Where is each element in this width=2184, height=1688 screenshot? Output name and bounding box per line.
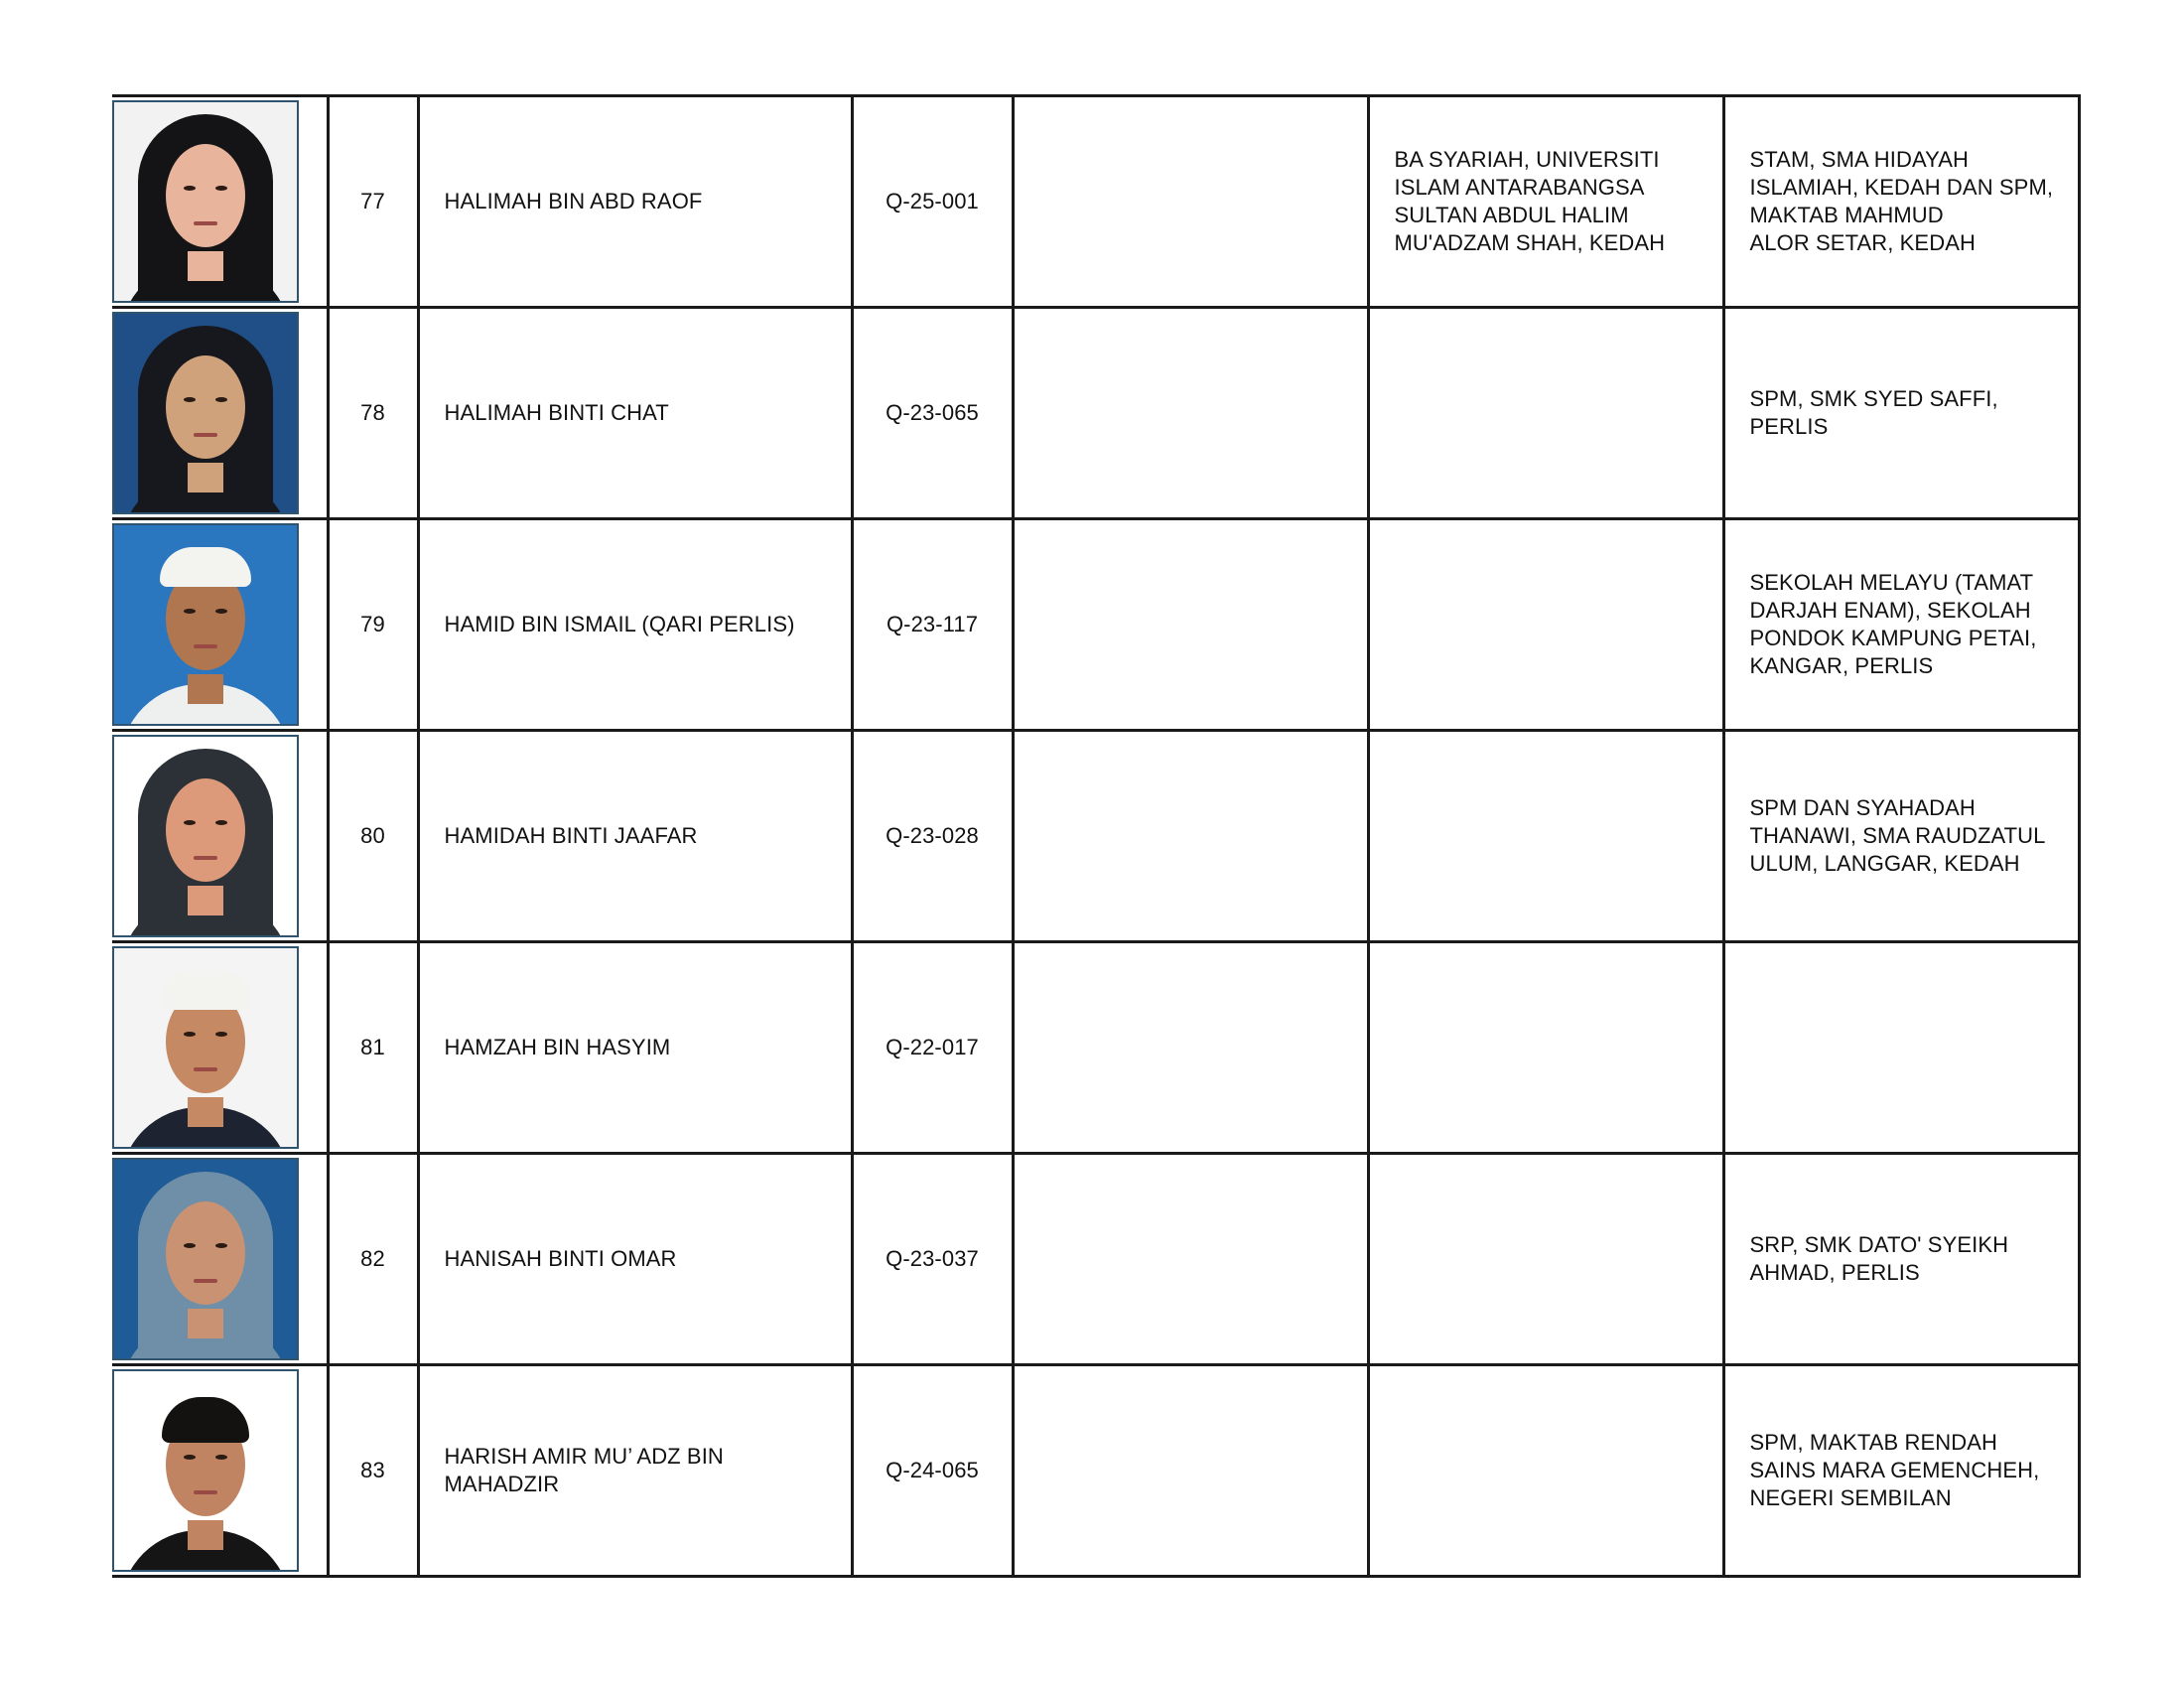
row-number-cell <box>328 96 418 308</box>
name-cell <box>418 731 852 942</box>
photo-neck <box>188 1097 223 1127</box>
name-cell <box>418 1365 852 1577</box>
row-number: 79 <box>360 612 385 636</box>
table-row <box>112 1365 2079 1577</box>
portrait-photo <box>112 100 299 303</box>
row-number-cell <box>328 1365 418 1577</box>
blank-column-cell <box>1013 1365 1368 1577</box>
id-cell <box>852 942 1013 1154</box>
row-number-cell <box>328 1154 418 1365</box>
photo-eye <box>184 1243 196 1248</box>
photo-skullcap <box>160 547 251 587</box>
photo-eye <box>184 1032 196 1037</box>
blank-column-cell <box>1013 1154 1368 1365</box>
person-name: HAMID BIN ISMAIL (QARI PERLIS) <box>444 612 795 636</box>
school-cell <box>1723 519 2079 731</box>
degree-cell <box>1368 96 1723 308</box>
name-cell <box>418 1154 852 1365</box>
table-row <box>112 96 2079 308</box>
table-row <box>112 519 2079 731</box>
photo-mouth <box>194 856 217 860</box>
degree-text: BA SYARIAH, UNIVERSITI ISLAM ANTARABANGSA SULTAN ABDUL HALIM MU'ADZAM SHAH, KEDAH <box>1394 147 1666 255</box>
photo-cell <box>112 519 328 731</box>
id-cell <box>852 1365 1013 1577</box>
photo-mouth <box>194 221 217 225</box>
photo-skullcap <box>160 970 251 1010</box>
photo-cell <box>112 96 328 308</box>
person-name: HAMZAH BIN HASYIM <box>444 1035 671 1059</box>
name-cell <box>418 96 852 308</box>
portrait-photo <box>112 1158 299 1360</box>
portrait-photo <box>112 1369 299 1572</box>
registration-id: Q-24-065 <box>886 1458 979 1482</box>
photo-mouth <box>194 644 217 648</box>
photo-eye <box>215 186 227 191</box>
photo-cell <box>112 1365 328 1577</box>
row-number: 78 <box>360 400 385 425</box>
school-cell <box>1723 942 2079 1154</box>
photo-neck <box>188 1309 223 1338</box>
person-name: HAMIDAH BINTI JAAFAR <box>444 823 698 848</box>
id-cell <box>852 731 1013 942</box>
name-cell <box>418 942 852 1154</box>
school-cell <box>1723 731 2079 942</box>
row-number-cell <box>328 308 418 519</box>
person-name: HARISH AMIR MU’ ADZ BIN MAHADZIR <box>444 1444 724 1496</box>
table-row <box>112 308 2079 519</box>
photo-eye <box>184 397 196 402</box>
school-text: SEKOLAH MELAYU (TAMAT DARJAH ENAM), SEKOLAH PONDOK KAMPUNG PETAI, KANGAR, PERLIS <box>1749 570 2037 678</box>
photo-cell <box>112 731 328 942</box>
row-number-cell <box>328 942 418 1154</box>
degree-cell <box>1368 1154 1723 1365</box>
school-text: SRP, SMK DATO' SYEIKH AHMAD, PERLIS <box>1749 1232 2009 1285</box>
name-cell <box>418 308 852 519</box>
row-number: 83 <box>360 1458 385 1482</box>
school-text: SPM, MAKTAB RENDAH SAINS MARA GEMENCHEH, NEGERI SEMBILAN <box>1749 1430 2040 1510</box>
photo-neck <box>188 251 223 281</box>
photo-eye <box>184 820 196 825</box>
photo-eye <box>215 820 227 825</box>
registration-id: Q-23-028 <box>886 823 979 848</box>
id-cell <box>852 1154 1013 1365</box>
person-name: HANISAH BINTI OMAR <box>444 1246 677 1271</box>
registration-id: Q-23-117 <box>886 612 979 636</box>
photo-mouth <box>194 433 217 437</box>
school-cell <box>1723 96 2079 308</box>
row-number: 80 <box>360 823 385 848</box>
photo-neck <box>188 1520 223 1550</box>
photo-eye <box>184 186 196 191</box>
registry-table <box>112 94 2081 1578</box>
photo-mouth <box>194 1490 217 1494</box>
photo-neck <box>188 886 223 915</box>
row-number: 77 <box>360 189 385 213</box>
name-cell <box>418 519 852 731</box>
row-number: 82 <box>360 1246 385 1271</box>
photo-neck <box>188 463 223 492</box>
photo-cell <box>112 1154 328 1365</box>
school-text: SPM, SMK SYED SAFFI, PERLIS <box>1749 386 1998 439</box>
id-cell <box>852 519 1013 731</box>
table-body <box>112 96 2079 1577</box>
photo-neck <box>188 674 223 704</box>
photo-mouth <box>194 1279 217 1283</box>
photo-face <box>166 1201 245 1305</box>
id-cell <box>852 308 1013 519</box>
degree-cell <box>1368 519 1723 731</box>
table-row <box>112 731 2079 942</box>
photo-eye <box>215 397 227 402</box>
photo-eye <box>184 1455 196 1460</box>
blank-column-cell <box>1013 942 1368 1154</box>
row-number-cell <box>328 731 418 942</box>
portrait-photo <box>112 735 299 937</box>
blank-column-cell <box>1013 308 1368 519</box>
photo-eye <box>215 609 227 614</box>
school-text: SPM DAN SYAHADAH THANAWI, SMA RAUDZATUL ULUM, LANGGAR, KEDAH <box>1749 795 2046 876</box>
photo-mouth <box>194 1067 217 1071</box>
photo-eye <box>184 609 196 614</box>
school-text: STAM, SMA HIDAYAH ISLAMIAH, KEDAH DAN SPM, MAKTAB MAHMUD ALOR SETAR, KEDAH <box>1749 147 2054 255</box>
degree-cell <box>1368 731 1723 942</box>
photo-face <box>166 144 245 247</box>
registration-id: Q-23-065 <box>886 400 979 425</box>
school-cell <box>1723 1154 2079 1365</box>
id-cell <box>852 96 1013 308</box>
blank-column-cell <box>1013 519 1368 731</box>
photo-cell <box>112 308 328 519</box>
row-number-cell <box>328 519 418 731</box>
photo-eye <box>215 1455 227 1460</box>
degree-cell <box>1368 1365 1723 1577</box>
portrait-photo <box>112 946 299 1149</box>
table-row <box>112 942 2079 1154</box>
registration-id: Q-22-017 <box>886 1035 979 1059</box>
portrait-photo <box>112 312 299 514</box>
row-number: 81 <box>360 1035 385 1059</box>
degree-cell <box>1368 942 1723 1154</box>
registration-id: Q-23-037 <box>886 1246 979 1271</box>
blank-column-cell <box>1013 731 1368 942</box>
table-row <box>112 1154 2079 1365</box>
photo-eye <box>215 1032 227 1037</box>
school-cell <box>1723 1365 2079 1577</box>
school-cell <box>1723 308 2079 519</box>
photo-face <box>166 355 245 459</box>
registration-id: Q-25-001 <box>886 189 979 213</box>
person-name: HALIMAH BIN ABD RAOF <box>444 189 703 213</box>
photo-cell <box>112 942 328 1154</box>
photo-face <box>166 778 245 882</box>
portrait-photo <box>112 523 299 726</box>
blank-column-cell <box>1013 96 1368 308</box>
photo-eye <box>215 1243 227 1248</box>
person-name: HALIMAH BINTI CHAT <box>444 400 669 425</box>
degree-cell <box>1368 308 1723 519</box>
